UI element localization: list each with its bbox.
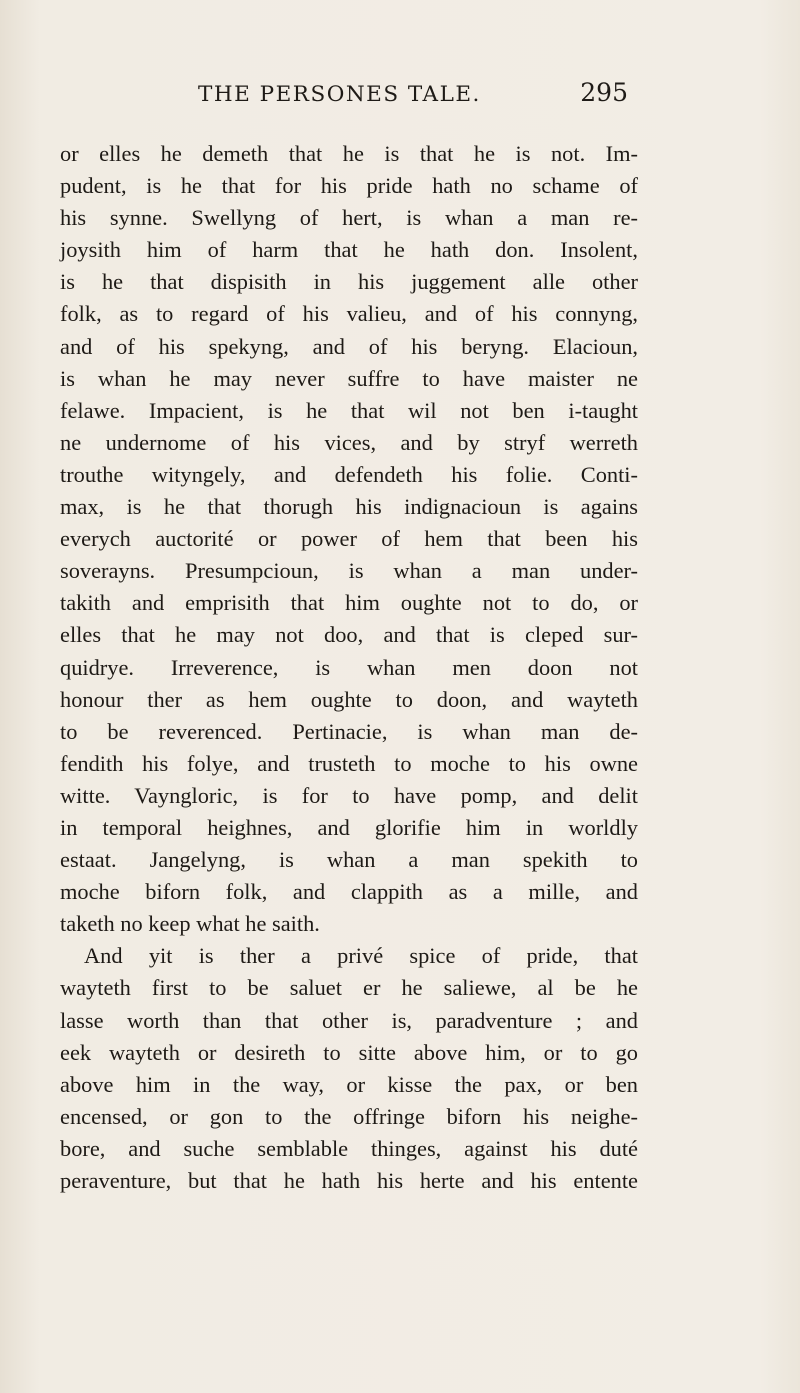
text-line: above him in the way, or kisse the pax, or ben [60,1071,638,1097]
text-line: elles that he may not doo, and that is cleped sur- [60,622,638,648]
text-line: estaat. Jangelyng, is whan a man spekith to [60,847,638,873]
text-line: soverayns. Presumpcioun, is whan a man under- [60,558,638,584]
text-line: is whan he may never suffre to have maister ne [60,365,638,391]
text-line: joysith him of harm that he hath don. Insolent, [60,237,638,263]
text-line: folk, as to regard of his valieu, and of his connyng, [60,301,638,327]
text-line: peraventure, but that he hath his herte and his entente [60,1168,638,1193]
text-line: wayteth first to be saluet er he saliewe, al be he [60,975,638,1001]
text-line: his synne. Swellyng of hert, is whan a man re- [60,205,638,231]
text-line: and of his spekyng, and of his beryng. Elacioun, [60,333,638,359]
text-line: moche biforn folk, and clappith as a mille, and [60,879,638,905]
text-line: encensed, or gon to the offringe biforn his neighe- [60,1103,638,1129]
page-header [198,78,628,118]
text-line: taketh no keep what he saith. [60,911,320,937]
text-line: lasse worth than that other is, paradventure ; and [60,1007,638,1033]
text-line: felawe. Impacient, is he that wil not ben i-taught [60,397,638,423]
text-line: is he that dispisith in his juggement alle other [60,269,638,295]
text-line: witte. Vayngloric, is for to have pomp, and delit [60,782,638,808]
body-text [60,138,638,1197]
text-line: quidrye. Irreverence, is whan men doon not [60,654,638,680]
running-title: THE PERSONES TALE. [198,82,481,107]
text-line: And yit is ther a privé spice of pride, that [84,943,638,969]
text-line: max, is he that thorugh his indignacioun is agains [60,494,638,520]
text-line: to be reverenced. Pertinacie, is whan man de- [60,718,638,744]
text-line: in temporal heighnes, and glorifie him in worldly [60,814,638,840]
page-number: 295 [580,78,628,107]
text-line: bore, and suche semblable thinges, against his duté [60,1135,638,1161]
text-line: pudent, is he that for his pride hath no schame of [60,173,638,199]
text-line: trouthe wityngely, and defendeth his folie. Conti- [60,461,638,487]
text-line: honour ther as hem oughte to doon, and wayteth [60,686,638,712]
text-line: ne undernome of his vices, and by stryf werreth [60,429,638,455]
text-line: or elles he demeth that he is that he is not. Im- [60,141,638,166]
text-line: everych auctorité or power of hem that been his [60,526,638,552]
text-line: fendith his folye, and trusteth to moche to his owne [60,750,638,776]
text-line: takith and emprisith that him oughte not to do, or [60,590,638,616]
text-line: eek wayteth or desireth to sitte above him, or to go [60,1039,638,1065]
